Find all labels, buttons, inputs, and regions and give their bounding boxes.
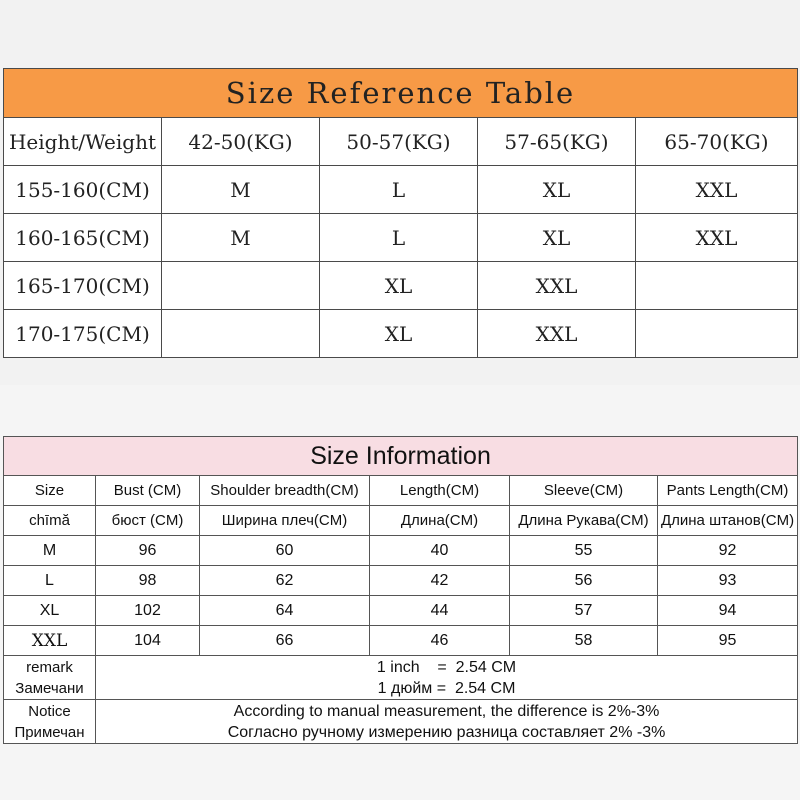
header-shoulder: Shoulder breadth(CM) [200, 476, 370, 506]
header-size-alt: chīmă [4, 506, 96, 536]
sleeve-value: 58 [510, 626, 658, 656]
height-range: 160-165(CM) [4, 214, 162, 262]
size-cell: XXL [636, 214, 798, 262]
notice-line-2: Согласно ручному измерению разница составляет 2% -3% [227, 723, 666, 741]
length-value: 44 [370, 596, 510, 626]
header-weight-range: 57-65(KG) [478, 118, 636, 166]
size-cell: L [320, 166, 478, 214]
table-row [4, 566, 798, 596]
shoulder-value: 60 [200, 536, 370, 566]
size-label: XL [4, 596, 96, 626]
notice-content [96, 700, 798, 744]
size-cell: M [162, 166, 320, 214]
header-length-alt: Длина(CM) [370, 506, 510, 536]
table-row [4, 596, 798, 626]
header-size: Size [4, 476, 96, 506]
bust-value: 102 [96, 596, 200, 626]
table-row [4, 214, 798, 262]
notice-label-ru: Примечан [14, 723, 85, 741]
length-value: 46 [370, 626, 510, 656]
table-row [4, 166, 798, 214]
header-weight-range: 50-57(KG) [320, 118, 478, 166]
size-cell: M [162, 214, 320, 262]
shoulder-value: 62 [200, 566, 370, 596]
header-pants-length-alt: Длина штанов(CM) [658, 506, 798, 536]
header-bust: Bust (CM) [96, 476, 200, 506]
info-table-title: Size Information [4, 437, 798, 476]
header-length: Length(CM) [370, 476, 510, 506]
size-cell: XL [320, 262, 478, 310]
header-weight-range: 65-70(KG) [636, 118, 798, 166]
size-cell [162, 262, 320, 310]
header-weight-range: 42-50(KG) [162, 118, 320, 166]
reference-table-title: Size Reference Table [4, 69, 798, 118]
shoulder-value: 66 [200, 626, 370, 656]
pants-length-value: 94 [658, 596, 798, 626]
bust-value: 96 [96, 536, 200, 566]
shoulder-value: 64 [200, 596, 370, 626]
bust-value: 104 [96, 626, 200, 656]
size-cell [636, 310, 798, 358]
size-cell: XL [478, 166, 636, 214]
size-label: M [4, 536, 96, 566]
notice-label-en: Notice [28, 702, 71, 720]
pants-length-value: 92 [658, 536, 798, 566]
size-cell: XXL [478, 262, 636, 310]
size-reference-table [3, 68, 798, 358]
remark-row [4, 656, 798, 700]
height-range: 155-160(CM) [4, 166, 162, 214]
header-sleeve-alt: Длина Рукава(CM) [510, 506, 658, 536]
notice-label [4, 700, 96, 744]
remark-label-en: remark [26, 658, 73, 676]
size-cell [636, 262, 798, 310]
remark-label [4, 656, 96, 700]
header-bust-alt: бюст (CM) [96, 506, 200, 536]
sleeve-value: 55 [510, 536, 658, 566]
remark-label-ru: Замечани [15, 679, 84, 697]
remark-content [96, 656, 798, 700]
size-cell: XXL [636, 166, 798, 214]
size-cell: L [320, 214, 478, 262]
height-range: 170-175(CM) [4, 310, 162, 358]
length-value: 40 [370, 536, 510, 566]
size-information-table [3, 436, 798, 744]
header-sleeve: Sleeve(CM) [510, 476, 658, 506]
notice-line-1: According to manual measurement, the difference is 2%-3% [233, 702, 660, 720]
sleeve-value: 57 [510, 596, 658, 626]
table-row [4, 262, 798, 310]
size-label: XXL [4, 626, 96, 656]
remark-line-2: 1 дюйм = 2.54 CM [377, 679, 516, 697]
table-row [4, 536, 798, 566]
pants-length-value: 95 [658, 626, 798, 656]
length-value: 42 [370, 566, 510, 596]
remark-line-1: 1 inch = 2.54 CM [376, 658, 517, 676]
header-shoulder-alt: Ширина плеч(CM) [200, 506, 370, 536]
notice-row [4, 700, 798, 744]
size-cell: XL [478, 214, 636, 262]
size-label: L [4, 566, 96, 596]
size-cell: XXL [478, 310, 636, 358]
header-pants-length: Pants Length(CM) [658, 476, 798, 506]
header-height-weight: Height/Weight [4, 118, 162, 166]
height-range: 165-170(CM) [4, 262, 162, 310]
sleeve-value: 56 [510, 566, 658, 596]
bust-value: 98 [96, 566, 200, 596]
table-row [4, 626, 798, 656]
pants-length-value: 93 [658, 566, 798, 596]
size-cell: XL [320, 310, 478, 358]
table-row [4, 310, 798, 358]
size-cell [162, 310, 320, 358]
